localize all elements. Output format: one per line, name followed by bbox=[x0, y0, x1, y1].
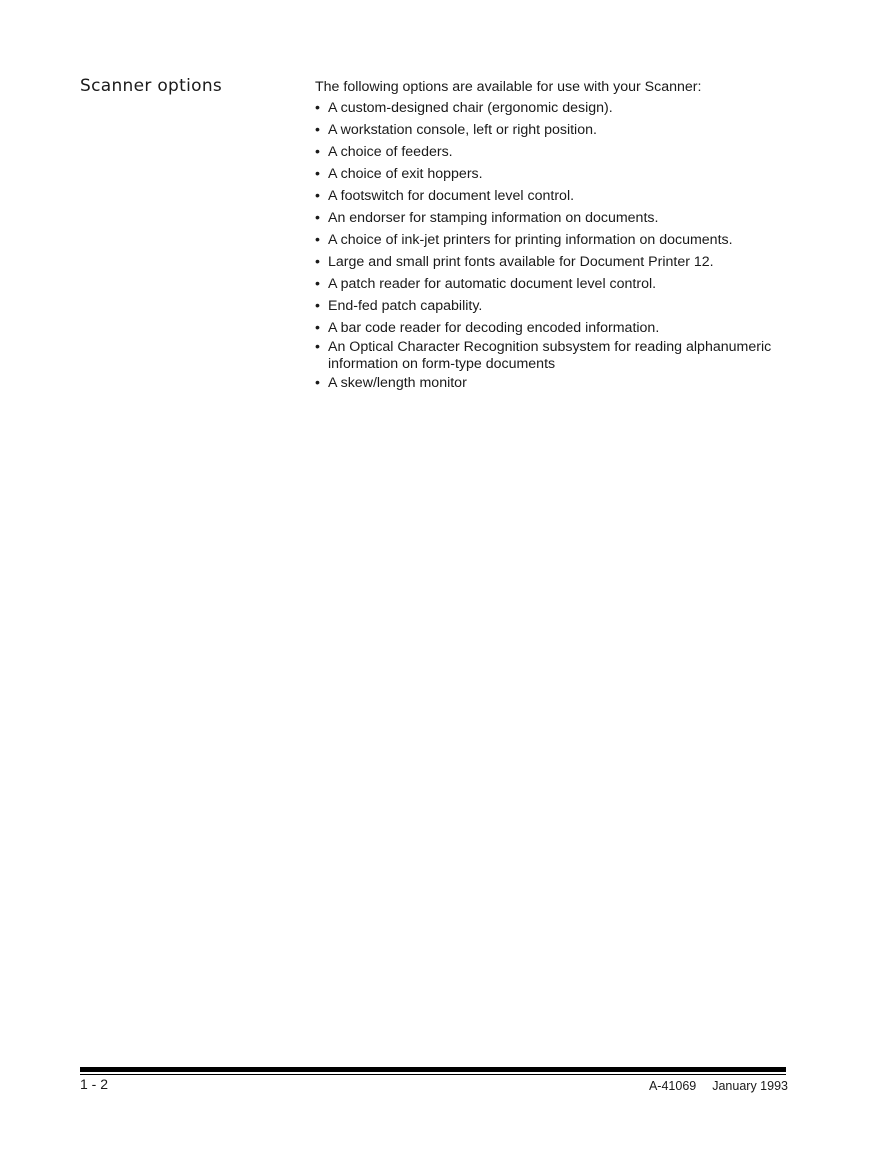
doc-number: A-41069 bbox=[648, 1079, 697, 1093]
section-heading: Scanner options bbox=[80, 76, 223, 96]
list-item bbox=[315, 188, 795, 205]
footer-rule-thin bbox=[80, 1074, 786, 1075]
page-number: 1 - 2 bbox=[80, 1076, 109, 1092]
doc-info bbox=[649, 1079, 788, 1093]
options-list bbox=[315, 100, 795, 392]
list-item-text: A patch reader for automatic document level control. bbox=[328, 276, 657, 292]
list-item bbox=[315, 298, 795, 315]
bullet: • bbox=[315, 144, 320, 160]
bullet: • bbox=[315, 188, 320, 204]
doc-date: January 1993 bbox=[712, 1079, 788, 1093]
list-item bbox=[315, 276, 795, 293]
list-item bbox=[315, 100, 795, 117]
list-item bbox=[315, 254, 795, 271]
bullet: • bbox=[315, 210, 320, 226]
list-item-text: End-fed patch capability. bbox=[328, 298, 483, 314]
list-item-text: A choice of ink-jet printers for printing information on documents. bbox=[328, 232, 733, 248]
footer-rule bbox=[80, 1067, 786, 1072]
options-content bbox=[315, 79, 795, 397]
list-item-text: A choice of feeders. bbox=[328, 144, 453, 160]
bullet: • bbox=[315, 232, 320, 248]
intro-text: The following options are available for use with your Scanner: bbox=[315, 79, 702, 95]
list-item bbox=[315, 320, 795, 337]
list-item-text: A choice of exit hoppers. bbox=[328, 166, 483, 182]
list-item-text: A footswitch for document level control. bbox=[328, 188, 575, 204]
bullet: • bbox=[315, 320, 320, 336]
bullet: • bbox=[315, 122, 320, 138]
list-item bbox=[315, 166, 795, 183]
list-item-text: An endorser for stamping information on documents. bbox=[328, 210, 659, 226]
bullet: • bbox=[315, 166, 320, 182]
bullet: • bbox=[315, 375, 320, 391]
bullet: • bbox=[315, 100, 320, 116]
list-item-text: Large and small print fonts available for Document Printer 12. bbox=[328, 254, 714, 270]
list-item bbox=[315, 339, 795, 373]
list-item-text: A skew/length monitor bbox=[328, 375, 467, 391]
list-item bbox=[315, 232, 795, 249]
list-item-text: A workstation console, left or right position. bbox=[328, 122, 597, 138]
bullet: • bbox=[315, 339, 320, 355]
list-item-text: An Optical Character Recognition subsystem for reading alphanumeric information on form-type documents bbox=[328, 339, 772, 372]
bullet: • bbox=[315, 254, 320, 270]
list-item-text: A bar code reader for decoding encoded information. bbox=[328, 320, 660, 336]
list-item bbox=[315, 210, 795, 227]
list-item bbox=[315, 375, 795, 392]
list-item bbox=[315, 122, 795, 139]
bullet: • bbox=[315, 298, 320, 314]
list-item-text: A custom-designed chair (ergonomic design). bbox=[328, 100, 613, 116]
list-item bbox=[315, 144, 795, 161]
bullet: • bbox=[315, 276, 320, 292]
